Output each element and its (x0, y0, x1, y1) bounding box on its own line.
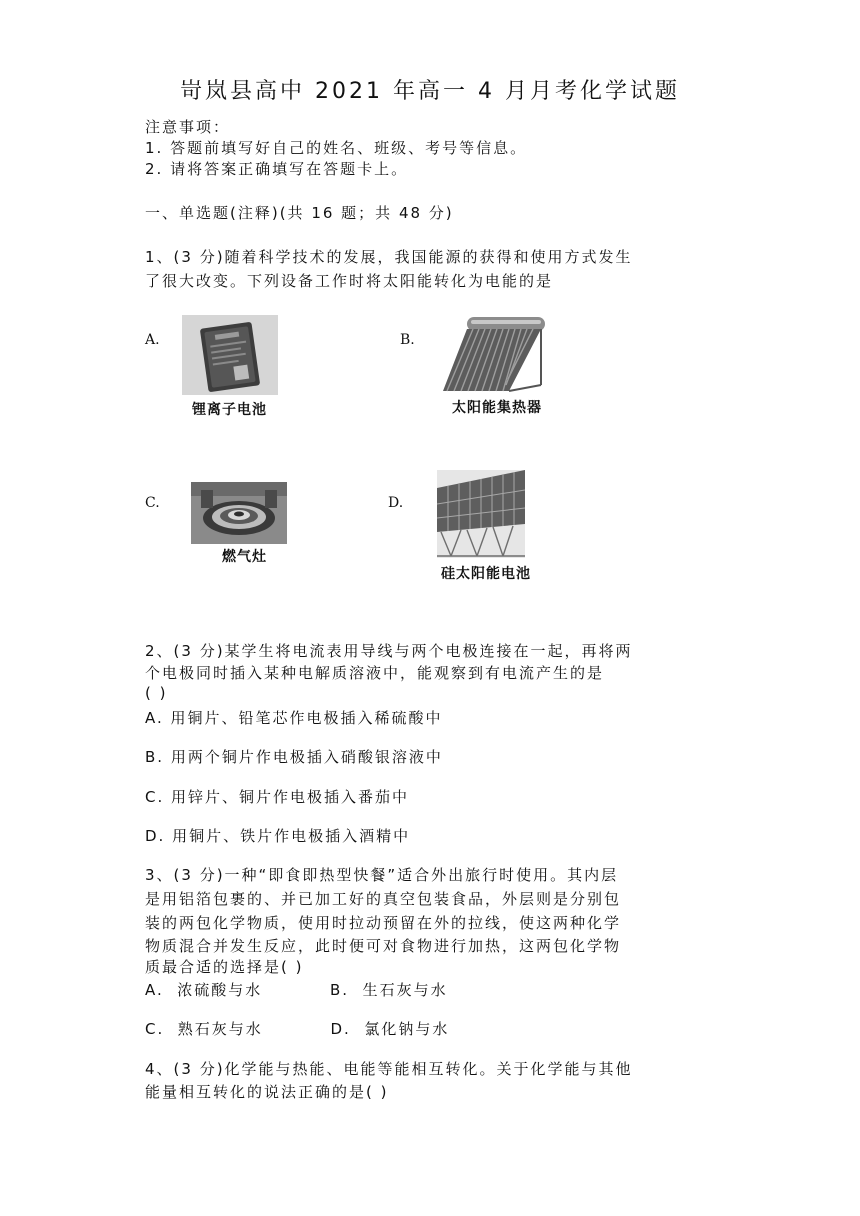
option-b-label: B. (400, 332, 415, 348)
question-1-text: 了很大改变。下列设备工作时将太阳能转化为电能的是 (145, 272, 554, 290)
option-d-label: D. (388, 495, 404, 511)
question-2-option: A. 用铜片、铅笔芯作电极插入稀硫酸中 (145, 709, 443, 727)
lithium-battery-image (182, 315, 278, 395)
question-2-text: ( ) (145, 684, 168, 702)
question-3-option-row: C. 熟石灰与水 D. 氯化钠与水 (145, 1020, 450, 1038)
silicon-solar-panel-image (437, 470, 525, 558)
option-a-label: A. (145, 332, 160, 348)
option-c-label: C. (145, 495, 160, 511)
page-title: 岢岚县高中 2021 年高一 4 月月考化学试题 (180, 79, 680, 104)
option-a-caption: 锂离子电池 (192, 402, 267, 418)
option-b-caption: 太阳能集热器 (452, 400, 542, 416)
notice-heading: 注意事项： (145, 118, 231, 136)
question-3-text: 装的两包化学物质，使用时拉动预留在外的拉线，使这两种化学 (145, 914, 622, 932)
question-3-text: 3、(3 分)一种“即食即热型快餐”适合外出旅行时使用。其内层 (145, 866, 619, 884)
question-3-option-row: A. 浓硫酸与水 B. 生石灰与水 (145, 981, 448, 999)
section-heading: 一、单选题(注释)(共 16 题；共 48 分) (145, 204, 454, 222)
option-c-caption: 燃气灶 (222, 549, 267, 565)
question-2-option: B. 用两个铜片作电极插入硝酸银溶液中 (145, 748, 443, 766)
question-4-text: 能量相互转化的说法正确的是( ) (145, 1083, 389, 1101)
question-2-text: 个电极同时插入某种电解质溶液中，能观察到有电流产生的是 (145, 664, 605, 682)
notice-item: 2. 请将答案正确填写在答题卡上。 (145, 160, 409, 178)
question-3-text: 物质混合并发生反应，此时便可对食物进行加热，这两包化学物 (145, 937, 622, 955)
question-2-option: D. 用铜片、铁片作电极插入酒精中 (145, 827, 411, 845)
notice-item: 1. 答题前填写好自己的姓名、班级、考号等信息。 (145, 139, 528, 157)
question-2-text: 2、(3 分)某学生将电流表用导线与两个电极连接在一起，再将两 (145, 642, 633, 660)
solar-water-heater-image (437, 313, 549, 395)
question-1-text: 1、(3 分)随着科学技术的发展，我国能源的获得和使用方式发生 (145, 248, 633, 266)
question-2-option: C. 用锌片、铜片作电极插入番茄中 (145, 788, 410, 806)
question-3-text: 质最合适的选择是( ) (145, 958, 304, 976)
question-4-text: 4、(3 分)化学能与热能、电能等能相互转化。关于化学能与其他 (145, 1060, 633, 1078)
option-d-caption: 硅太阳能电池 (441, 566, 531, 582)
gas-stove-image (191, 482, 287, 544)
question-3-text: 是用铝箔包裹的、并已加工好的真空包装食品，外层则是分别包 (145, 890, 622, 908)
